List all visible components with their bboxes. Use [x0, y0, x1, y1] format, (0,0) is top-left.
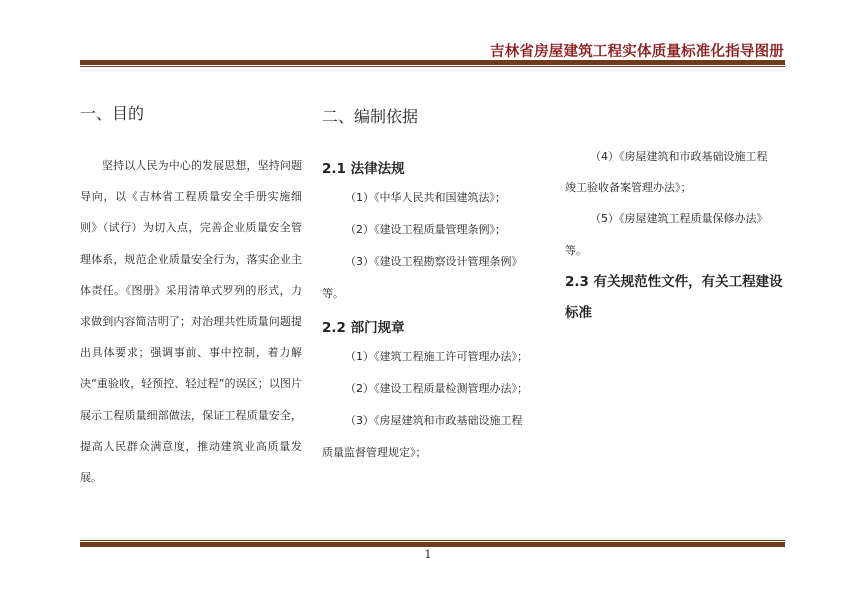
purpose-paragraph: 坚持以人民为中心的发展思想，坚持问题导向，以《吉林省工程质量安全手册实施细则》（试行）为切入点，完善企业质量安全管理体系，规范企业质量安全行为，落实企业主体责任。《图册》采用清单式罗列的形式，力求做到内容简洁明了；对治理共性质量问题提出具体要求；强调事前、事中控制，着力解决“重验收，轻预控、轻过程”的误区；以图片展示工程质量细部做法，保证工程质量安全，提高人民群众满意度，推动建筑业高质量发展。 [80, 159, 302, 485]
regulation-item-3: （3）《房屋建筑和市政基础设施工程 [345, 414, 523, 427]
regulation-list-tail: 等。 [565, 244, 587, 257]
law-item-2: （2）《建设工程质量管理条例》； [345, 223, 506, 236]
regulation-item-2: （2）《建设工程质量检测管理办法》； [345, 382, 528, 395]
header-rule-thin [80, 66, 785, 67]
regulation-item-4-line1: （4）《房屋建筑和市政基础设施工程 [590, 150, 768, 163]
subsection-heading-2-1: 2.1 法律法规 [322, 161, 405, 177]
regulation-item-4-line2: 竣工验收备案管理办法》； [565, 181, 692, 194]
law-item-1: （1）《中华人民共和国建筑法》； [345, 191, 506, 204]
header-rule-thick [80, 60, 785, 65]
page-number: 1 [424, 548, 432, 561]
document-header-title: 吉林省房屋建筑工程实体质量标准化指导图册 [490, 44, 784, 60]
regulation-item-1: （1）《建筑工程施工许可管理办法》； [345, 350, 528, 363]
subsection-heading-2-2: 2.2 部门规章 [322, 320, 405, 336]
subsection-heading-2-3: 2.3 有关规范性文件，有关工程建设标准 [565, 274, 783, 321]
footer-rule-thin [80, 540, 785, 541]
law-item-3: （3）《建设工程勘察设计管理条例》 [345, 255, 523, 268]
footer-rule-thick [80, 542, 785, 547]
regulation-item-3-continuation: 质量监督管理规定》； [322, 446, 427, 459]
law-list-tail: 等。 [322, 287, 344, 300]
regulation-item-5: （5）《房屋建筑工程质量保修办法》 [590, 212, 768, 225]
section-heading-purpose: 一、目的 [80, 104, 145, 123]
section-heading-basis: 二、编制依据 [322, 107, 419, 126]
